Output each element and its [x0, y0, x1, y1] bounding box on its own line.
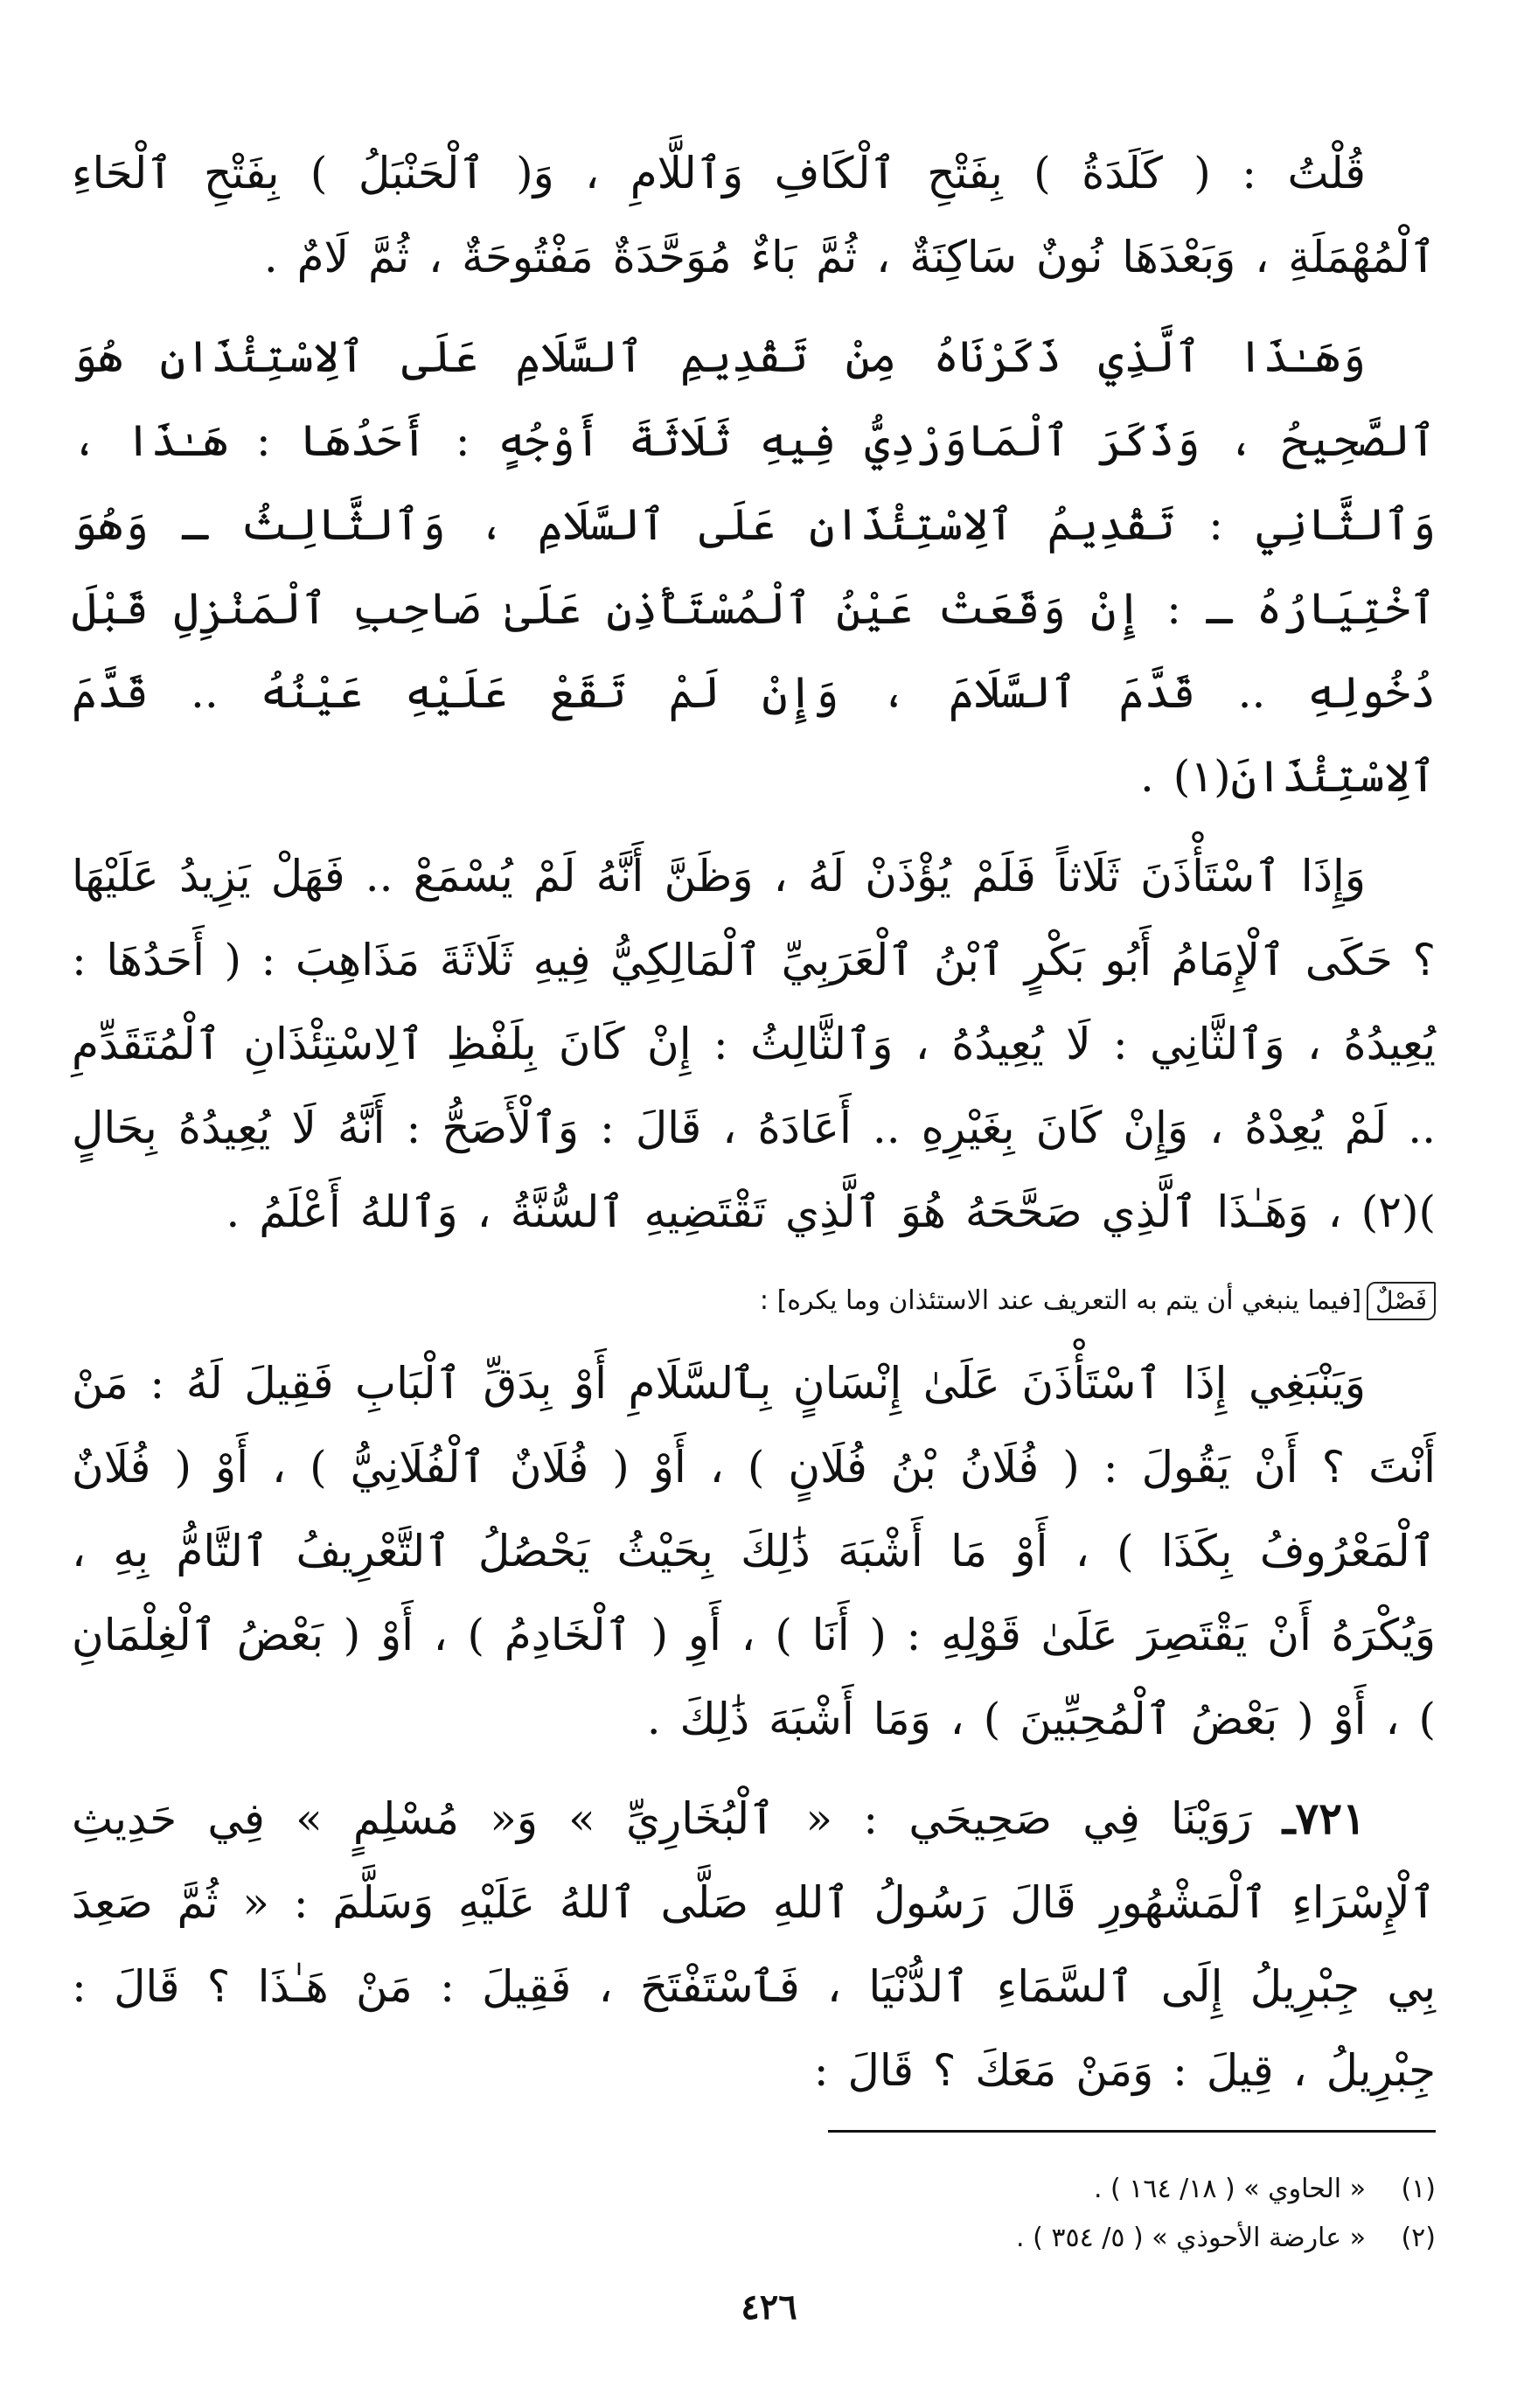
fasl-marker: فَصْلٌ [1367, 1282, 1436, 1320]
footnote-text: « الحاوي » ( ١٨/ ١٦٤ ) . [1093, 2174, 1366, 2204]
paragraph-repeat-permission: وَإِذَا ٱسْتَأْذَنَ ثَلَاثاً فَلَمْ يُؤْذَنْ لَهُ ، وَظَنَّ أَنَّهُ لَمْ يُسْمَعْ .. فَهَلْ يَزِيدُ عَلَيْهَا ؟ حَكَى ٱلْإِمَامُ أَبُو بَكْرٍ ٱبْنُ ٱلْعَرَبِيِّ ٱلْمَالِكِيُّ فِيهِ ثَلَاثَةَ مَذَاهِبَ : ( أَحَدُهَا : يُعِيدُهُ ، وَٱلثَّانِي : لَا يُعِيدُهُ ، وَٱلثَّالِثُ : إِنْ كَانَ بِلَفْظِ ٱلِاسْتِئْذَانِ ٱلْمُتَقَدِّمِ .. لَمْ يُعِدْهُ ، وَإِنْ كَانَ بِغَيْرِهِ .. أَعَادَهُ ، قَالَ : وَٱلْأَصَحُّ : أَنَّهُ لَا يُعِيدُهُ بِحَالٍ )(٢) ، وَهَـٰذَا ٱلَّذِي صَحَّحَهُ هُوَ ٱلَّذِي تَقْتَضِيهِ ٱلسُّنَّةُ ، وَٱللهُ أَعْلَمُ . [72, 851, 1437, 1237]
hadith-text: رَوَيْنَا فِي صَحِيحَي : « ٱلْبُخَارِيِّ » وَ« مُسْلِمٍ » فِي حَدِيثِ ٱلْإِسْرَاءِ ٱلْمَشْهُورِ قَالَ رَسُولُ ٱللهِ صَلَّى ٱللهُ عَلَيْهِ وَسَلَّمَ : « ثُمَّ صَعِدَ بِي جِبْرِيلُ إِلَى ٱلسَّمَاءِ ٱلدُّنْيَا ، فَٱسْتَفْتَحَ ، فَقِيلَ : مَنْ هَـٰذَا ؟ قَالَ : جِبْرِيلُ ، قِيلَ : وَمَنْ مَعَكَ ؟ قَالَ : [72, 1793, 1436, 2096]
footnote-marker: (٢) [1401, 2223, 1436, 2253]
footnote-marker: (١) [1401, 2174, 1436, 2204]
footnote-divider [828, 2130, 1436, 2133]
footnotes [474, 2165, 1436, 2263]
hadith-number: ٧٢١ـ [1282, 1792, 1366, 1844]
footnote-text: « عارضة الأحوذي » ( ٥/ ٣٥٤ ) . [1016, 2223, 1366, 2253]
hadith-paragraph [72, 1777, 1436, 2112]
footnote-item [474, 2214, 1436, 2263]
page-body [72, 131, 1436, 2128]
page-number: ٤٢٦ [741, 2286, 797, 2328]
paragraph-salam-order: وَهَـٰذَا ٱلَّذِي ذَكَرْنَاهُ مِنْ تَقْدِيمِ ٱلسَّلَامِ عَلَى ٱلِاسْتِئْذَانِ هُوَ ٱلصَّحِيحُ ، وَذَكَرَ ٱلْمَاوَرْدِيُّ فِيهِ ثَلَاثَةَ أَوْجُهٍ : أَحَدُهَا : هَـٰذَا ، وَٱلثَّانِي : تَقْدِيمُ ٱلِاسْتِئْذَانِ عَلَى ٱلسَّلَامِ ، وَٱلثَّالِثُ ـ وَهُوَ ٱخْتِيَارُهُ ـ : إِنْ وَقَعَتْ عَيْنُ ٱلْمُسْتَأْذِنِ عَلَىٰ صَاحِبِ ٱلْمَنْزِلِ قَبْلَ دُخُولِهِ .. قَدَّمَ ٱلسَّلَامَ ، وَإِنْ لَمْ تَقَعْ عَلَيْهِ عَيْنُهُ .. قَدَّمَ ٱلِاسْتِئْذَانَ(١) . [72, 331, 1436, 802]
section-heading [72, 1275, 1436, 1327]
paragraph-identification: وَيَنْبَغِي إِذَا ٱسْتَأْذَنَ عَلَىٰ إِنْسَانٍ بِٱلسَّلَامِ أَوْ بِدَقِّ ٱلْبَابِ فَقِيلَ لَهُ : مَنْ أَنْتَ ؟ أَنْ يَقُولَ : ( فُلَانُ بْنُ فُلَانٍ ) ، أَوْ ( فُلَانٌ ٱلْفُلَانِيُّ ) ، أَوْ ( فُلَانٌ ٱلْمَعْرُوفُ بِكَذَا ) ، أَوْ مَا أَشْبَهَ ذَٰلِكَ بِحَيْثُ يَحْصُلُ ٱلتَّعْرِيفُ ٱلتَّامُّ بِهِ ، وَيُكْرَهُ أَنْ يَقْتَصِرَ عَلَىٰ قَوْلِهِ : ( أَنَا ) ، أَوِ ( ٱلْخَادِمُ ) ، أَوْ ( بَعْضُ ٱلْغِلْمَانِ ) ، أَوْ ( بَعْضُ ٱلْمُحِبِّينَ ) ، وَمَا أَشْبَهَ ذَٰلِكَ . [72, 1358, 1436, 1744]
footnote-item [474, 2165, 1436, 2214]
section-title: [فيما ينبغي أن يتم به التعريف عند الاستئذان وما يكره] : [759, 1285, 1362, 1316]
paragraph-kaladah: قُلْتُ : ( كَلَدَةُ ) بِفَتْحِ ٱلْكَافِ وَٱللَّامِ ، وَ( ٱلْحَنْبَلُ ) بِفَتْحِ ٱلْحَاءِ ٱلْمُهْمَلَةِ ، وَبَعْدَهَا نُونٌ سَاكِنَةٌ ، ثُمَّ بَاءٌ مُوَحَّدَةٌ مَفْتُوحَةٌ ، ثُمَّ لَامٌ . [72, 148, 1436, 282]
